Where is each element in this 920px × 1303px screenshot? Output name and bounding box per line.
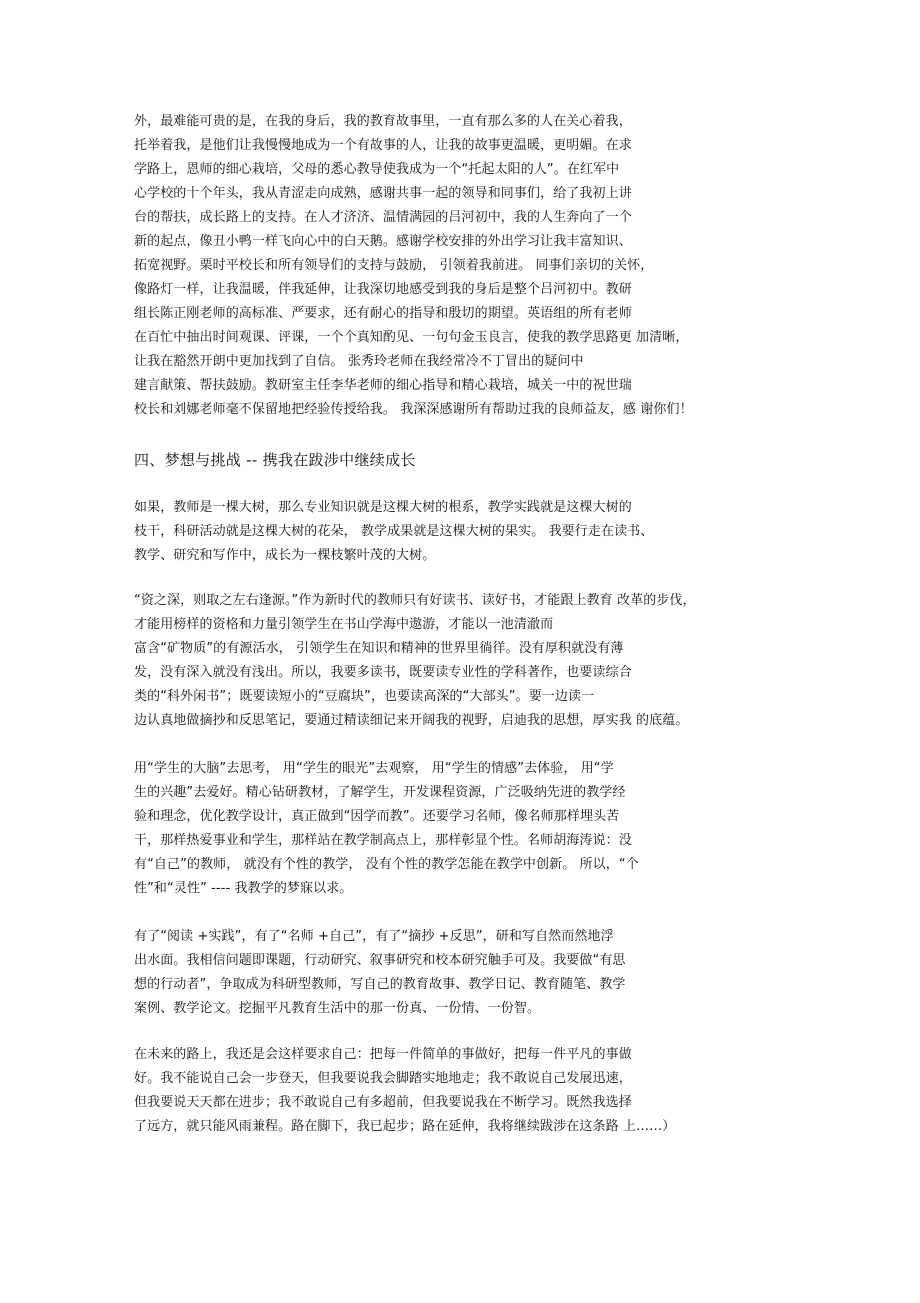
text-line: 好。我不能说自己会一步登天，但我要说我会脚踏实地地走；我不敢说自己发展迅速， xyxy=(134,1071,632,1086)
text-line: 外，最难能可贵的是，在我的身后，我的教育故事里，一直有那么多的人在关心着我， xyxy=(134,114,632,129)
text-line: 像路灯一样，让我温暖，伴我延伸，让我深切地感受到我的身后是整个吕河初中。教研 xyxy=(134,282,632,297)
text-line: 学路上，恩师的细心栽培，父母的悉心教导使我成为一个“托起太阳的人”。在红军中 xyxy=(134,162,620,177)
text-line: 在未来的路上，我还是会这样要求自己：把每一件简单的事做好，把每一件平凡的事做 xyxy=(134,1047,632,1062)
text-line: 性”和“灵性” ---- 我教学的梦寐以求。 xyxy=(134,881,353,896)
text-line: “资之深，则取之左右逢源。”作为新时代的教师只有好读书、读好书，才能跟上教育 改革的步伐， xyxy=(134,593,696,608)
text-line: 校长和刘娜老师毫不保留地把经验传授给我。 我深深感谢所有帮助过我的良师益友，感 谢你们！ xyxy=(134,402,693,417)
text-line: 心学校的十个年头，我从青涩走向成熟，感谢共事一起的领导和同事们，给了我初上讲 xyxy=(134,186,632,201)
text-line: 建言献策、帮扶鼓励。教研室主任李华老师的细心指导和精心栽培，城关一中的祝世瑞 xyxy=(134,378,632,393)
text-line: 案例、教学论文。挖掘平凡教育生活中的那一份真、一份情、一份智。 xyxy=(134,1001,541,1016)
text-line: 组长陈正刚老师的高标准、严要求，还有耐心的指导和殷切的期望。英语组的所有老师 xyxy=(134,306,632,321)
text-line: 如果，教师是一棵大树，那么专业知识就是这棵大树的根系，教学实践就是这棵大树的 xyxy=(134,500,632,515)
text-line: 新的起点，像丑小鸭一样飞向心中的白天鹅。感谢学校安排的外出学习让我丰富知识、 xyxy=(134,234,632,249)
text-line: 干，那样热爱事业和学生，那样站在教学制高点上，那样彰显个性。名师胡海涛说：没 xyxy=(134,833,632,848)
paragraph-future xyxy=(134,1043,794,1139)
text-line: 托举着我，是他们让我慢慢地成为一个有故事的人，让我的故事更温暖，更明媚。在求 xyxy=(134,138,632,153)
text-line: 教学、研究和写作中，成长为一棵枝繁叶茂的大树。 xyxy=(134,548,436,563)
text-line: 让我在豁然开朗中更加找到了自信。 张秀玲老师在我经常冷不丁冒出的疑问中 xyxy=(134,354,584,369)
text-line: 在百忙中抽出时间观课、评课，一个个真知酌见、一句句金玉良言，使我的教学思路更 加清晰， xyxy=(134,330,689,345)
text-line: 边认真地做摘抄和反思笔记，要通过精读细记来开阔我的视野，启迪我的思想，厚实我 的底蕴。 xyxy=(134,713,689,728)
text-line: 生的兴趣”去爱好。精心钻研教材，了解学生，开发课程资源，广泛吸纳先进的教学经 xyxy=(134,785,626,800)
text-line: 台的帮扶，成长路上的支持。在人才济济、温情满园的吕河初中，我的人生奔向了一个 xyxy=(134,210,632,225)
paragraph-research xyxy=(134,925,794,1021)
text-line: 富含“矿物质”的有源活水， 引领学生在知识和精神的世界里徜徉。没有厚积就没有薄 xyxy=(134,641,624,656)
text-line: 发，没有深入就没有浅出。所以，我要多读书，既要读专业性的学科著作，也要读综合 xyxy=(134,665,632,680)
text-line: 用“学生的大脑”去思考， 用“学生的眼光”去观察， 用“学生的情感”去体验， 用“学 xyxy=(134,761,614,776)
paragraph-big-tree xyxy=(134,496,794,568)
text-line: 枝干，科研活动就是这棵大树的花朵， 教学成果就是这棵大树的果实。 我要行走在读书、 xyxy=(134,524,654,539)
text-line: 了远方，就只能风雨兼程。路在脚下，我已起步；路在延伸，我将继续跋涉在这条路 上……） xyxy=(134,1119,676,1134)
section-heading: 四、梦想与挑战 -- 携我在跋涉中继续成长 xyxy=(134,451,416,469)
text-line: 类的“科外闲书”；既要读短小的“豆腐块”，也要读高深的“大部头”。要一边读一 xyxy=(134,689,595,704)
text-line: 有了“阅读 +实践”，有了“名师 +自己”，有了“摘抄 +反思”，研和写自然而然地浮 xyxy=(134,929,614,944)
paragraph-reading xyxy=(134,589,794,733)
paragraph-gratitude xyxy=(134,110,794,422)
text-line: 才能用榜样的资格和力量引领学生在书山学海中遨游，才能以一池清澈而 xyxy=(134,617,554,632)
section-heading-block xyxy=(134,448,794,472)
text-line: 拓宽视野。栗时平校长和所有领导们的支持与鼓励， 引领着我前进。 同事们亲切的关怀， xyxy=(134,258,654,273)
text-line: 有“自己”的教师， 就没有个性的教学， 没有个性的教学怎能在教学中创新。 所以，“个 xyxy=(134,857,639,872)
text-line: 验和理念，优化教学设计，真正做到“因学而教”。还要学习名师，像名师那样埋头苦 xyxy=(134,809,620,824)
text-line: 但我要说天天都在进步；我不敢说自己有多超前，但我要说我在不断学习。既然我选择 xyxy=(134,1095,632,1110)
text-line: 想的行动者”，争取成为科研型教师，写自己的教育故事、教学日记、教育随笔、教学 xyxy=(134,977,626,992)
text-line: 出水面。我相信问题即课题，行动研究、叙事研究和校本研究触手可及。我要做“有思 xyxy=(134,953,626,968)
paragraph-teaching xyxy=(134,757,794,901)
